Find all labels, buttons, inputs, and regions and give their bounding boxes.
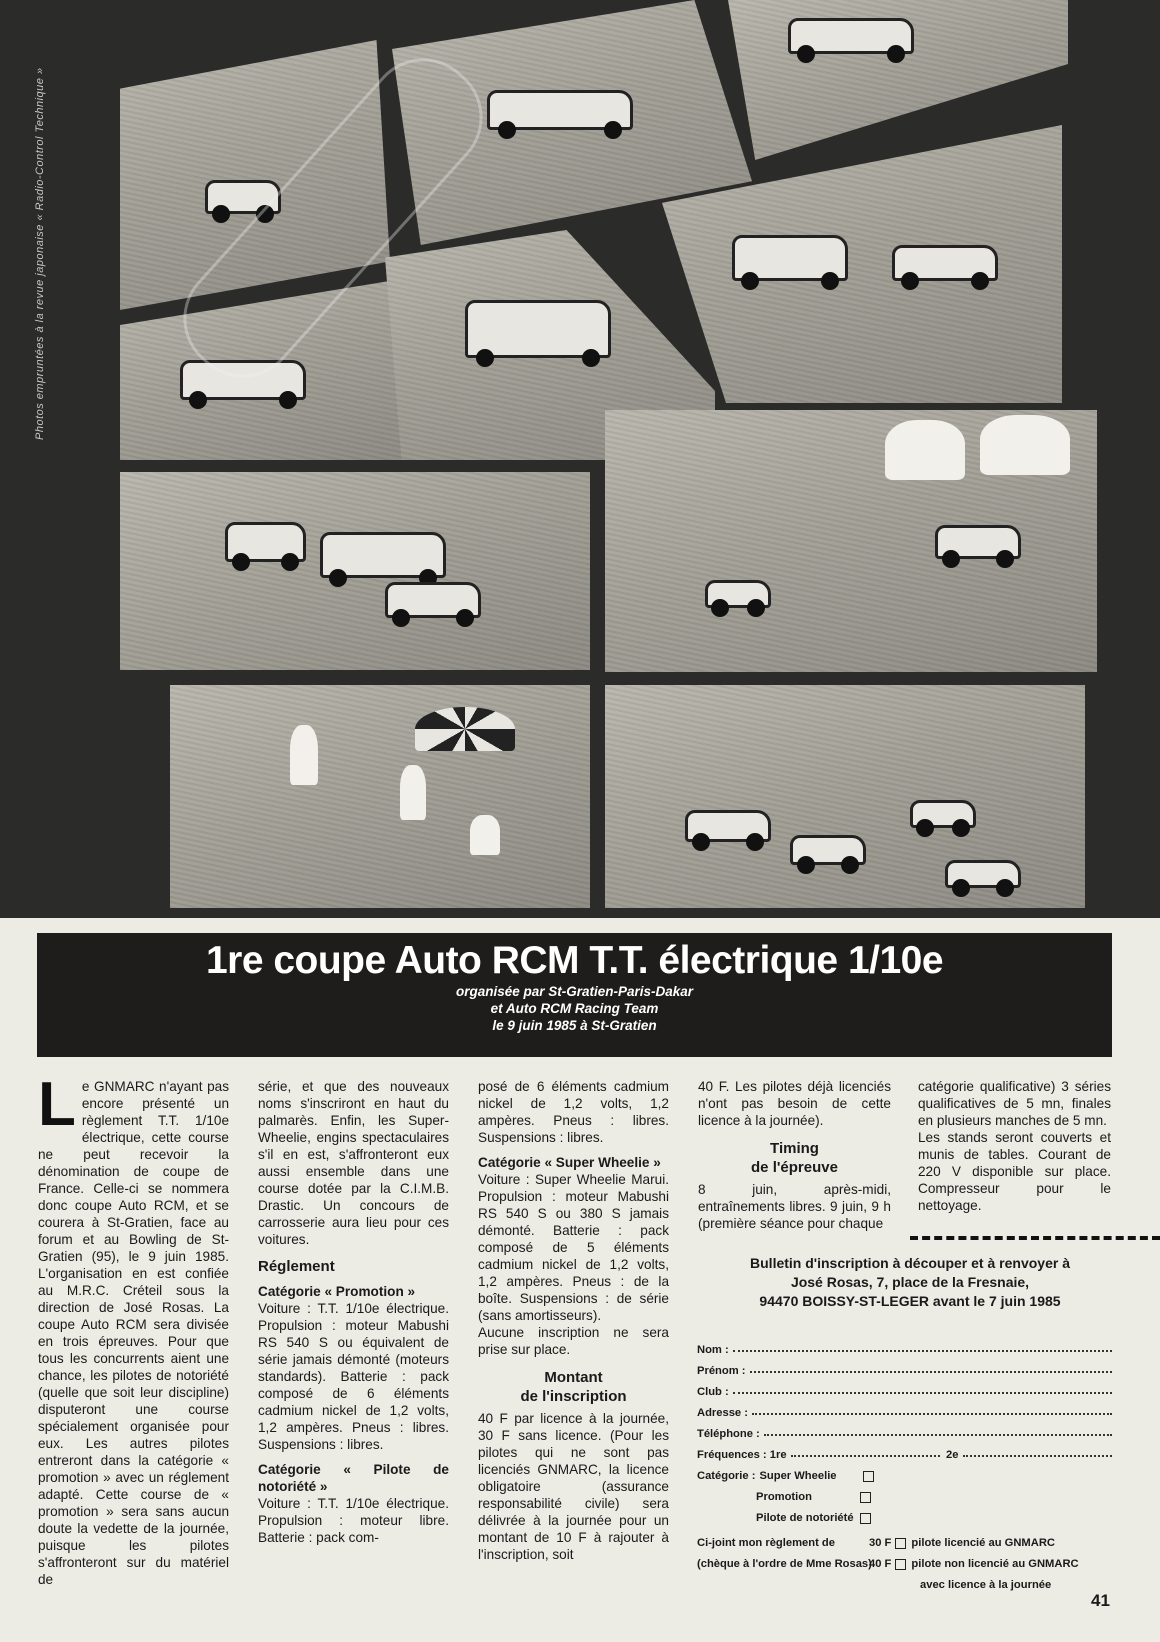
frequence1-field[interactable] [791,1455,941,1457]
opt-30-label: pilote licencié au GNMARC [911,1537,1055,1549]
montant-heading: Montant de l'inscription [520,1369,627,1405]
adresse-field[interactable] [752,1413,1112,1415]
rc-buggy [705,580,771,608]
club-field[interactable] [733,1392,1112,1394]
reglement-heading: Réglement [258,1258,335,1275]
registration-form [697,1335,1112,1591]
cat-super-wheelie-checkbox[interactable] [863,1471,874,1482]
rc-buggy [685,810,771,842]
super-wheelie-heading: Catégorie « Super Wheelie » [478,1155,661,1170]
article-column-3 [478,1078,669,1563]
rc-buggy [225,522,306,562]
photo-final [605,685,1085,908]
pilot [470,815,500,855]
article-column-2 [258,1078,449,1546]
timing-heading: Timing de l'épreuve [751,1140,838,1176]
rc-buggy [790,835,866,865]
article-title: 1re coupe Auto RCM T.T. électrique 1/10e [205,939,944,982]
pilot [400,765,426,820]
photo-stands [170,685,590,908]
price-40-checkbox[interactable] [895,1559,906,1570]
prenom-label: Prénom : [697,1365,746,1377]
pilot [980,415,1070,475]
reglement-label-2: (chèque à l'ordre de Mme Rosas) [697,1558,872,1570]
opt-40-label: pilote non licencié au GNMARC [911,1558,1079,1570]
col5-text-2: Les stands seront couverts et munis de tables. Courant de 220 V disponible sur place. Compresseur pour le nettoyage. [918,1130,1111,1213]
no-signup-text: Aucune inscription ne sera prise sur place. [478,1325,669,1357]
frequence2-label: 2e [946,1449,959,1461]
rc-buggy [910,800,976,828]
price-30: 30 F [869,1537,892,1549]
cat-promotion-checkbox[interactable] [860,1492,871,1503]
photo-credit: Photos empruntées à la revue japonaise « Radio-Control Technique » [34,67,46,440]
club-label: Club : [697,1386,729,1398]
col5-text-1: catégorie qualificative) 3 séries qualificatives de 5 mn, finales en plusieurs manches de 5 mn. [918,1079,1111,1128]
frequence1-label: Fréquences : 1re [697,1449,787,1461]
cat-pilote-checkbox[interactable] [860,1513,871,1524]
nom-label: Nom : [697,1344,729,1356]
rc-buggy [892,245,998,281]
telephone-field[interactable] [764,1434,1112,1436]
rc-buggy [732,235,848,281]
pilot [885,420,965,480]
pilot [290,725,318,785]
timing-text: 8 juin, après-midi, entraînements libres. 9 juin, 9 h (première séance pour chaque [698,1182,891,1231]
title-sub-3: le 9 juin 1985 à St-Gratien [492,1018,657,1033]
reglement-label-1: Ci-joint mon règlement de [697,1537,835,1549]
photo-pilots [605,410,1097,672]
rc-buggy [945,860,1021,888]
article-title-box [37,933,1112,1057]
prenom-field[interactable] [750,1371,1113,1373]
notoriete-text: Voiture : T.T. 1/10e électrique. Propulsion : moteur libre. Batterie : pack com- [258,1496,449,1545]
col4-intro: 40 F. Les pilotes déjà licenciés n'ont pas besoin de cette licence à la journée). [698,1079,891,1128]
frequence2-field[interactable] [963,1455,1113,1457]
cat-super-wheelie-label: Super Wheelie [759,1470,837,1482]
rc-buggy [320,532,446,578]
rc-buggy [788,18,914,54]
nom-field[interactable] [733,1350,1112,1352]
form-header-2: José Rosas, 7, place de la Fresnaie, [790,1274,1030,1290]
cut-line [910,1236,1160,1240]
opt-40-label-2: avec licence à la journée [920,1579,1052,1591]
drop-cap: L [38,1070,76,1139]
rc-buggy [935,525,1021,559]
promotion-text: Voiture : T.T. 1/10e électrique. Propulsion : moteur Mabushi RS 540 S ou équivalent de série jamais démonté (moteurs standards). Batterie : pack composé de 6 éléments cadmium nickel de 1,2 volts, 1,2 ampères. Pneus : libres. Suspensions : libres. [258,1301,449,1452]
form-header-3: 94470 BOISSY-ST-LEGER avant le 7 juin 1985 [759,1293,1061,1309]
cat-pilote-label: Pilote de notoriété [756,1512,854,1524]
cat-promotion-label: Promotion [756,1491,812,1503]
form-header [690,1254,1130,1311]
article-column-4 [698,1078,891,1232]
notoriete-heading: Catégorie « Pilote de notoriété » [258,1462,449,1494]
title-sub-1: organisée par St-Gratien-Paris-Dakar [455,984,694,999]
rc-buggy [385,582,481,618]
promotion-heading: Catégorie « Promotion » [258,1284,416,1299]
price-40: 40 F [869,1558,892,1570]
form-header-1: Bulletin d'inscription à découper et à renvoyer à [750,1255,1070,1271]
title-sub-2: et Auto RCM Racing Team [490,1001,659,1016]
article-column-1 [38,1070,229,1588]
umbrella [415,707,515,751]
photo-buggy-7 [120,472,590,670]
price-30-checkbox[interactable] [895,1538,906,1549]
rc-buggy [465,300,611,358]
col3-intro: posé de 6 éléments cadmium nickel de 1,2 volts, 1,2 ampères. Pneus : libres. Suspensions : libres. [478,1079,669,1145]
telephone-label: Téléphone : [697,1428,760,1440]
rc-buggy [487,90,633,130]
montant-text: 40 F par licence à la journée, 30 F sans licence. (Pour les pilotes qui ne sont pas licenciés GNMARC, la licence obligatoire (assurance responsabilité civile) sera délivrée à la journée pour un montant de 10 F à rajouter à l'inscription, soit [478,1411,669,1562]
article-column-5 [918,1078,1111,1214]
adresse-label: Adresse : [697,1407,748,1419]
col2-intro: série, et que des nouveaux noms s'inscriront en haut du palmarès. Enfin, les Super-Wheelie, engins spectaculaires s'il en est, s'affronteront eux aussi ensemble dans une course dotée par la C.I.M.B. Drastic. Un concours de carrosserie aura lieu pour ces voitures. [258,1079,449,1247]
categorie-label: Catégorie : [697,1470,756,1482]
super-wheelie-text: Voiture : Super Wheelie Marui. Propulsion : moteur Mabushi RS 540 S ou 380 S jamais démonté. Batterie : pack composé de 5 éléments cadmium nickel de 1,2 volts, 1,2 ampères. Pneus : de la boîte. Suspensions : de série (sans amortisseurs). [478,1172,669,1323]
col1-text: e GNMARC n'ayant pas encore présenté un règlement T.T. 1/10e électrique, cette course ne peut recevoir la dénomination de coupe de France. Celle-ci se nommera donc coupe Auto RCM, et se courera à St-Gratien, face au forum et au Bowling de St-Gratien (95), le 9 juin 1985. L'organisation en est confiée au M.R.C. Créteil sous la direction de José Rosas. La coupe Auto RCM sera divisée en trois épreuves. Pour que tous les concurrents aient une chance, les pilotes de notoriété (quelle que soit leur discipline) disputeront une course spécialement organisée pour eux. Les autres pilotes entreront dans la catégorie « promotion » avec un réglement adapté. Cette course de « promotion » sera sans aucun doute la vedette de la journée, puisque les pilotes s'affronteront sur du matériel de [38,1079,229,1587]
page-number: 41 [1091,1591,1110,1610]
